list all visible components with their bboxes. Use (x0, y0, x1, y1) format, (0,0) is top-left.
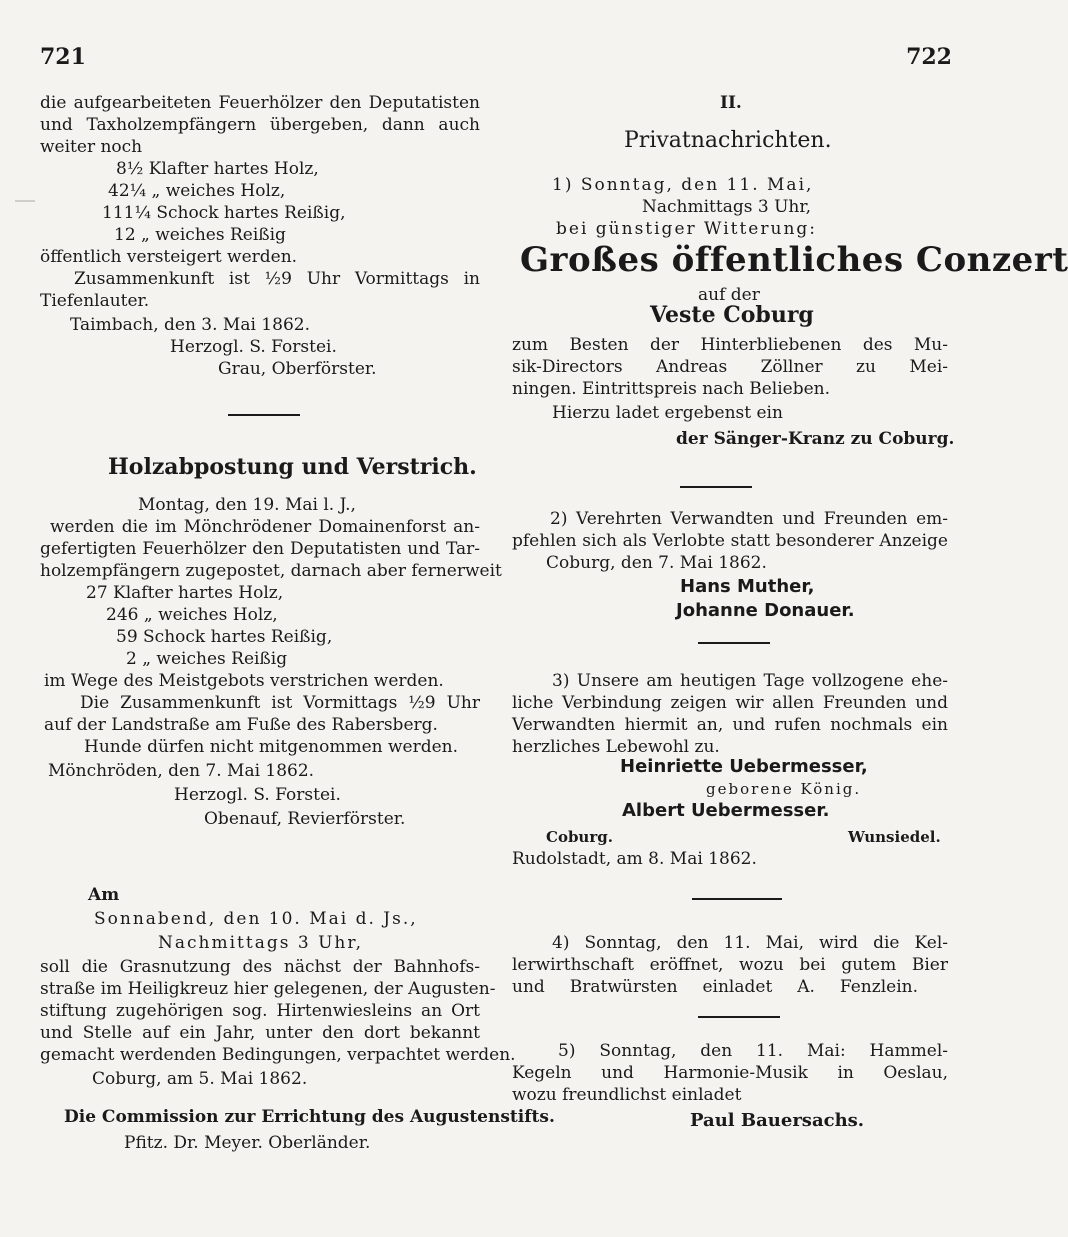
text-line: Zusammenkunft ist ½9 Uhr Vormittags in (74, 269, 480, 289)
text-line: stiftung zugehörigen sog. Hirtenwiesleins an Ort (40, 1001, 480, 1021)
text-line: Sonnabend, den 10. Mai d. Js., (94, 909, 418, 929)
page-number: 722 (906, 44, 952, 70)
signature: Johanne Donauer. (676, 600, 855, 621)
text-line: 2) Verehrten Verwandten und Freunden em- (550, 509, 948, 529)
text-line: sik-Directors Andreas Zöllner zu Mei- (512, 357, 948, 377)
text-line: 4) Sonntag, den 11. Mai, wird die Kel- (552, 933, 948, 953)
text-line: Tiefenlauter. (40, 291, 150, 311)
text-line: Verwandten hiermit an, und rufen nochmals ein (512, 715, 948, 735)
text-line: Am (88, 885, 120, 905)
text-line: ningen. Eintrittspreis nach Belieben. (512, 379, 830, 399)
text-line: Mönchröden, den 7. Mai 1862. (48, 761, 315, 781)
text-line: herzliches Lebewohl zu. (512, 737, 720, 757)
venue-name: Veste Coburg (650, 302, 814, 328)
text-line: geborene König. (706, 780, 862, 798)
text-line: Herzogl. S. Forstei. (170, 337, 337, 357)
text-line: Kegeln und Harmonie-Musik in Oeslau, (512, 1063, 948, 1083)
text-line: Coburg, am 5. Mai 1862. (92, 1069, 308, 1089)
text-line: pfehlen sich als Verlobte statt besonderer Anzeige (512, 531, 948, 551)
signature: Heinriette Uebermesser, (620, 756, 868, 777)
page-number: 721 (40, 44, 86, 70)
text-line: straße im Heiligkreuz hier gelegenen, der Augusten- (40, 979, 496, 999)
text-line: auf der (698, 285, 760, 305)
signature: der Sänger-Kranz zu Coburg. (676, 429, 955, 449)
text-line: und Taxholzempfängern übergeben, dann auch (40, 115, 480, 135)
section-divider (228, 414, 300, 416)
text-line: liche Verbindung zeigen wir allen Freunden und (512, 693, 948, 713)
text-line: 12 „ weiches Reißig (114, 225, 286, 245)
text-line: 42¼ „ weiches Holz, (108, 181, 286, 201)
text-line: die aufgearbeiteten Feuerhölzer den Deputatisten (40, 93, 480, 113)
section-heading: Privatnachrichten. (624, 128, 832, 153)
place-name: Coburg. (546, 828, 613, 846)
place-name: Wunsiedel. (848, 828, 941, 846)
text-line: auf der Landstraße am Fuße des Rabersberg. (44, 715, 438, 735)
left-page-column (40, 0, 555, 1237)
text-line: zum Besten der Hinterbliebenen des Mu- (512, 335, 948, 355)
signature: Albert Uebermesser. (622, 800, 830, 821)
section-divider (692, 898, 782, 900)
text-line: öffentlich versteigert werden. (40, 247, 298, 267)
text-line: 111¼ Schock hartes Reißig, (102, 203, 346, 223)
text-line: werden die im Mönchrödener Domainenforst an- (50, 517, 480, 537)
text-line: Nachmittags 3 Uhr, (642, 197, 812, 217)
section-number: II. (720, 93, 742, 113)
text-line: 59 Schock hartes Reißig, (116, 627, 333, 647)
text-line: Taimbach, den 3. Mai 1862. (70, 315, 310, 335)
text-line: 1) Sonntag, den 11. Mai, (552, 175, 814, 195)
text-line: Grau, Oberförster. (218, 359, 377, 379)
text-line: Nachmittags 3 Uhr, (158, 933, 364, 953)
text-line: soll die Grasnutzung des nächst der Bahnhofs- (40, 957, 480, 977)
text-line: Montag, den 19. Mai l. J., (138, 495, 356, 515)
text-line: lerwirthschaft eröffnet, wozu bei gutem Bier (512, 955, 948, 975)
concert-headline: Großes öffentliches Conzert (520, 240, 1068, 280)
text-line: holzempfängern zugepostet, darnach aber fernerweit (40, 561, 502, 581)
section-divider (698, 1016, 780, 1018)
text-line: Obenauf, Revierförster. (204, 809, 406, 829)
text-line: Hierzu ladet ergebenst ein (552, 403, 783, 423)
text-line: Die Commission zur Errichtung des Augustenstifts. (64, 1107, 555, 1127)
section-heading: Holzabpostung und Verstrich. (108, 454, 477, 480)
text-line: und Stelle auf ein Jahr, unter den dort bekannt (40, 1023, 480, 1043)
text-line: und Bratwürsten einladet A. Fenzlein. (512, 977, 918, 997)
text-line: 8½ Klafter hartes Holz, (116, 159, 319, 179)
text-line: Die Zusammenkunft ist Vormittags ½9 Uhr (80, 693, 480, 713)
text-line: im Wege des Meistgebots verstrichen werden. (44, 671, 444, 691)
section-divider (698, 642, 770, 644)
text-line: 5) Sonntag, den 11. Mai: Hammel- (558, 1041, 948, 1061)
section-divider (680, 486, 752, 488)
signature: Paul Bauersachs. (690, 1110, 865, 1131)
text-line: Herzogl. S. Forstei. (174, 785, 341, 805)
text-line: gemacht werdenden Bedingungen, verpachtet werden. (40, 1045, 516, 1065)
text-line: Coburg, den 7. Mai 1862. (546, 553, 767, 573)
text-line: Pfitz. Dr. Meyer. Oberländer. (124, 1133, 371, 1153)
text-line: Hunde dürfen nicht mitgenommen werden. (84, 737, 459, 757)
text-line: 2 „ weiches Reißig (126, 649, 288, 669)
signature: Hans Muther, (680, 576, 815, 597)
text-line: wozu freundlichst einladet (512, 1085, 742, 1105)
text-line: weiter noch (40, 137, 143, 157)
text-line: gefertigten Feuerhölzer den Deputatisten und Tar- (40, 539, 480, 559)
text-line: bei günstiger Witterung: (556, 219, 817, 239)
text-line: 27 Klafter hartes Holz, (86, 583, 284, 603)
right-page-column (512, 0, 1068, 1237)
text-line: 3) Unsere am heutigen Tage vollzogene ehe- (552, 671, 948, 691)
text-line: Rudolstadt, am 8. Mai 1862. (512, 849, 757, 869)
text-line: 246 „ weiches Holz, (106, 605, 278, 625)
